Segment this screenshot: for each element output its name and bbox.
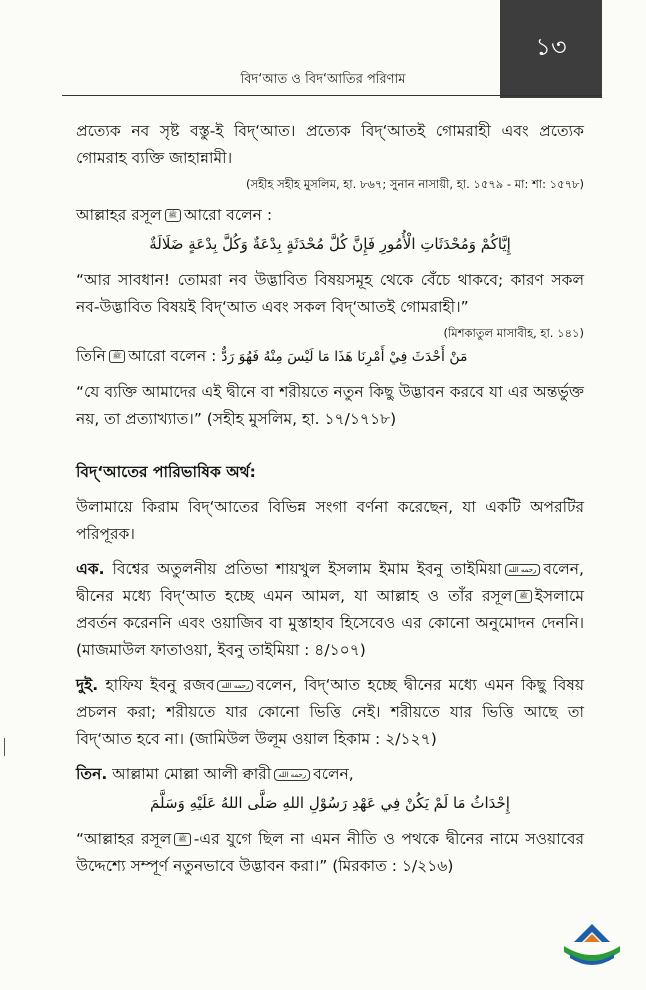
quote-translation: “যে ব্যক্তি আমাদের এই দ্বীনে বা শরীয়তে নতুন কিছু উদ্ভাবন করবে যা এর অন্তর্ভুক্ত নয়, তা প্রত্যাখ্যাত।” (সহীহ মুসলিম, হা. ১৭/১৭১৮) (76, 383, 584, 428)
definition-three (76, 761, 584, 788)
header-divider (62, 95, 602, 96)
narration-intro (76, 202, 584, 229)
narration-suffix: আরো বলেন : (183, 206, 273, 224)
intro-paragraph: উলামায়ে কিরাম বিদ্‘আতের বিভিন্ন সংগা বর্ণনা করেছেন, যা একটি অপরটির পরিপূরক। (76, 498, 584, 543)
definition-label: এক. (76, 560, 105, 578)
citation: (মিশকাতুল মাসাবীহ, হা. ১৪১) (443, 326, 584, 340)
quote-text: -এর যুগে ছিল না এমন নীতি ও পথকে দ্বীনের নামে সওয়াবের উদ্দেশ্যে সম্পূর্ণ নতুনভাবে উদ্ভাবন করা।” (মিরকাত : ১/২১৬) (76, 830, 584, 875)
narration-prefix: তিনি (76, 347, 106, 365)
paragraph-hadith-translation: প্রত্যেক নব সৃষ্ট বস্তু-ই বিদ্‘আত। প্রত্যেক বিদ্‘আতই গোমরাহী এবং প্রত্যেক গোমরাহ ব্যক্তি জাহান্নামী। (76, 122, 584, 167)
definition-text: হাফিয ইবনু রজব (105, 676, 215, 694)
quote-translation: “আর সাবধান! তোমরা নব উদ্ভাবিত বিষয়সমূহ থেকে বেঁচে থাকবে; কারণ সকল নব-উদ্ভাবিত বিষয়ই বিদ্‘আত এবং সকল বিদ্‘আতই গোমরাহী।” (76, 271, 584, 316)
rahimahullah-icon: رحمه الله (505, 564, 541, 576)
definition-text: আল্লামা মোল্লা আলী ক্বারী (112, 765, 272, 783)
publisher-logo-icon (560, 920, 624, 972)
quote-text: “আল্লাহর রসূল (76, 830, 172, 848)
rahimahullah-icon: رحمه الله (274, 769, 310, 781)
rahimahullah-icon: رحمه الله (217, 680, 253, 692)
definition-text: বলেন, (313, 765, 354, 783)
salawat-icon: ﷺ (165, 209, 181, 222)
definition-text: বলেন, বিদ্‘আত হচ্ছে দ্বীনের মধ্যে এমন কিছু বিষয় প্রচলন করা; শরীয়তে যার কোনো ভিত্তি নেই। শরীয়তে যার ভিত্তি আছে তা বিদ্‘আত হবে না। (জামিউল উলূম ওয়াল হিকাম : ২/১২৭) (76, 676, 584, 748)
definition-text: ইসলামে প্রবর্তন করেননি এবং ওয়াজিব বা মুস্তাহাব হিসেবেও এর কোনো অনুমোদন দেননি। (মাজমাউল ফাতাওয়া, ইবনু তাইমিয়া : ৪/১০৭) (76, 587, 584, 659)
definition-label: দুই. (76, 676, 99, 694)
arabic-hadith-inline: مَنْ أَحْدَثَ فِيْ أَمْرِنَا هَذَا مَا لَيْسَ مِنْهُ فَهُوَ رَدٌّ (221, 349, 468, 365)
definition-label: তিন. (76, 765, 108, 783)
quote-translation (76, 826, 584, 880)
page-body (76, 118, 584, 880)
page-number: ১৩ (535, 33, 567, 61)
salawat-icon: ﷺ (109, 350, 125, 363)
arabic-hadith: إِيَّاكُمْ وَمُحْدَثَاتِ الْأُمُورِ فَإِنَّ كُلَّ مُحْدَثَةٍ بِدْعَةٌ وَكُلَّ بِدْعَةٍ ضَلَالَةٌ (149, 235, 511, 253)
definition-text: বিশ্বের অতুলনীয় প্রতিভা শায়খুল ইসলাম ইমাম ইবনু তাইমিয়া (112, 560, 502, 578)
margin-mark (4, 738, 5, 756)
narration-intro (76, 343, 584, 371)
arabic-definition: إِحْدَاثُ مَا لَمْ يَكُنْ فِي عَهْدِ رَسُوْلِ اللهِ صَلَّى اللهُ عَلَيْهِ وَسَلَّمَ (150, 794, 510, 812)
narration-suffix: আরো বলেন : (128, 347, 217, 365)
running-head: বিদ‘আত ও বিদ‘আতির পরিণাম (240, 72, 406, 87)
salawat-icon: ﷺ (515, 590, 531, 603)
definition-text: বলেন, দ্বীনের মধ্যে বিদ্‘আত হচ্ছে এমন আমল, যা আল্লাহ ও তাঁর রসূল (76, 560, 584, 605)
salawat-icon: ﷺ (174, 833, 190, 846)
definition-one (76, 556, 584, 664)
definition-two (76, 672, 584, 753)
citation: (সহীহ সহীহ মুসলিম, হা. ৮৬৭; সুনান নাসায়ী, হা. ১৫৭৯ - মা: শা: ১৫৭৮) (245, 177, 584, 191)
section-heading: বিদ্‘আতের পারিভাষিক অর্থ: (76, 463, 256, 481)
narration-prefix: আল্লাহর রসূল (76, 206, 162, 224)
